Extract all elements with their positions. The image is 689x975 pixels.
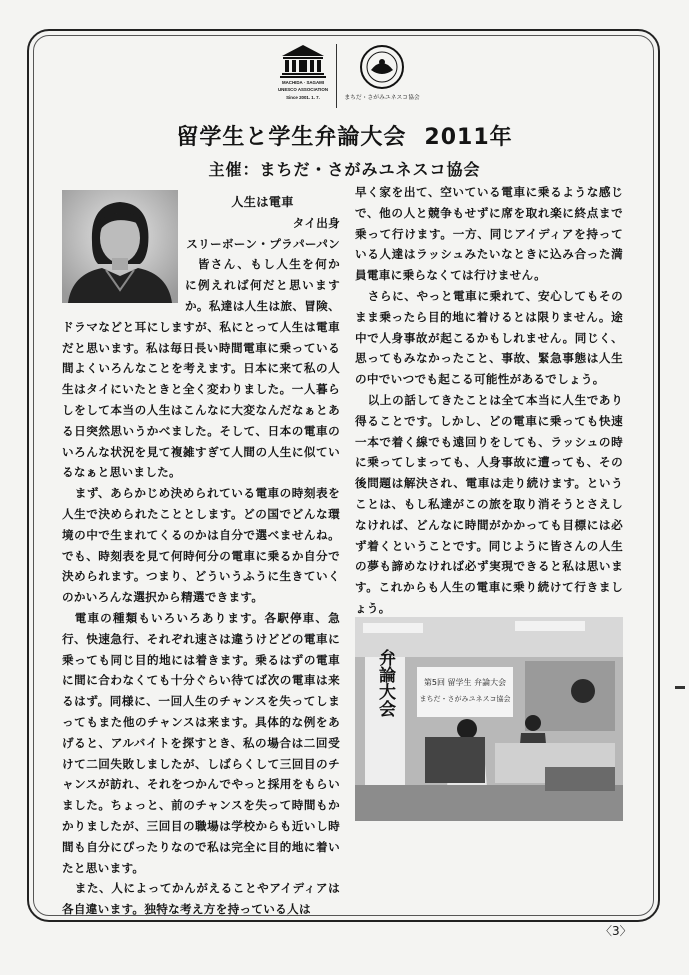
association-logo — [343, 44, 421, 101]
logo-divider — [336, 44, 337, 108]
page-number: 〈3〉 — [600, 924, 632, 938]
unesco-logo — [272, 44, 334, 100]
event-photo — [355, 617, 623, 821]
article-column-left — [62, 192, 340, 920]
article-paragraph: 以上の話してきたことは全て本当に人生であり得ることです。しかし、どの電車に乗っても快速一本で着く線でも遠回りをしても、ラッシュの時に乗ってしまっても、人身事故に遭っても、その後問題は解決され、電車は走り続けます。ということは、もし私達がこの旅を取り消そうとさえしなければ、どんなに時間がかかっても目標には必ず着くということです。同じように皆さんの人生の夢も諦めなければ必ず実現できると私は思います。これからも人生の電車に乗り続けて行きましょう。 — [355, 392, 623, 615]
article-paragraph: さらに、やっと電車に乗れて、安心してもそのまま乗ったら目的地に着けるとは限りません。途中で人身事故が起こるかもしれません。同じく、思ってもみなかったこと、事故、緊急事態は人生の中でいつでも起こる可能性があるでしょう。 — [355, 288, 623, 387]
logo-text-1: MACHIDA · SAGAMI — [281, 80, 325, 85]
article-paragraph: 早く家を出て、空いている電車に乗るような感じで、他の人と競争もせずに席を取れ楽に終点まで乗って行けます。一方、同じアイディアを持っている人達はラッシュみたいなときに込み合った満員電車に乗らなくては行けません。 — [355, 185, 623, 283]
banner-vertical: 弁論大会 — [375, 649, 395, 717]
author-origin: タイ出身 — [292, 215, 340, 230]
sign-line-2: まちだ・さがみユネスコ協会 — [419, 695, 511, 703]
logo-text-2: UNESCO ASSOCIATION — [277, 87, 328, 93]
seal-icon — [359, 44, 405, 90]
article-paragraph: また、人によってかんがえることやアイディアは各自違います。独特な考え方を持っている人は — [62, 881, 340, 917]
association-name: まちだ・さがみユネスコ協会 — [344, 95, 420, 101]
title-year: 2011年 — [424, 125, 513, 150]
temple-icon — [280, 44, 326, 78]
sign-line-1: 第5回 留学生 弁論大会 — [423, 678, 507, 687]
logo-text-3: Since 2001. 1. 7. — [286, 94, 320, 100]
scan-mark — [675, 686, 685, 689]
page-subtitle: 主催：まちだ・さがみユネスコ協会 — [208, 160, 481, 179]
author-name: スリーボーン・プラパーパン — [186, 236, 340, 251]
article-column-right — [355, 182, 623, 640]
page-title — [0, 120, 689, 151]
article-heading: 人生は電車 — [231, 195, 294, 209]
article-paragraph: 皆さん、もし人生を何かに例えれば何だと思いますか。私達は人生は旅、冒険、ドラマなどと耳にしますが、私にとって人生は電車だと思います。私は毎日長い時間電車に乗っている間よくいろんなことを考えます。日本に来て私の人生はタイにいたときと全く変わりました。一人暮らしをして本当の人生はこんなに大変なんだなぁとある日突然思いうかべました。そして、日本の電車のいろんな状況を見て複雑すぎて人間の人生に似ているなぁと思いました。 — [62, 257, 340, 480]
article-paragraph: まず、あらかじめ決められている電車の時刻表を人生で決められたこととします。どの国でどんな環境の中で生まれてくるのかは自分で選べませんね。でも、時刻表を見て何時何分の電車に乗るか自分で決められます。つまり、どういうふうに生きていくのかいろんな選択から精選できます。 — [62, 486, 340, 605]
title-text: 留学生と学生弁論大会 — [176, 125, 407, 150]
header-logos — [272, 44, 422, 114]
article-paragraph: 電車の種類もいろいろあります。各駅停車、急行、快速急行、それぞれ速さは違うけどどの電車に乗っても同じ目的地には着きます。乗るはずの電車に間に合わなくても十分ぐらい待てば次の電車は来るはず。同様に、一回人生のチャンスを失ってしまってもまた他のチャンスは来ます。具体的な例をあげると、アルバイトを探すとき、私の場合は二回受けて二回失敗しましたが、しばらくして三回目のチャンスが訪れ、それをつかんでやっと採用をもらいました。ちょっと、前のチャンスを失って時間もかかりましたが、三回目の職場は学校からも近いし時間も自分にぴったりなので私は完全に目的地に着いたと思います。 — [62, 610, 340, 875]
